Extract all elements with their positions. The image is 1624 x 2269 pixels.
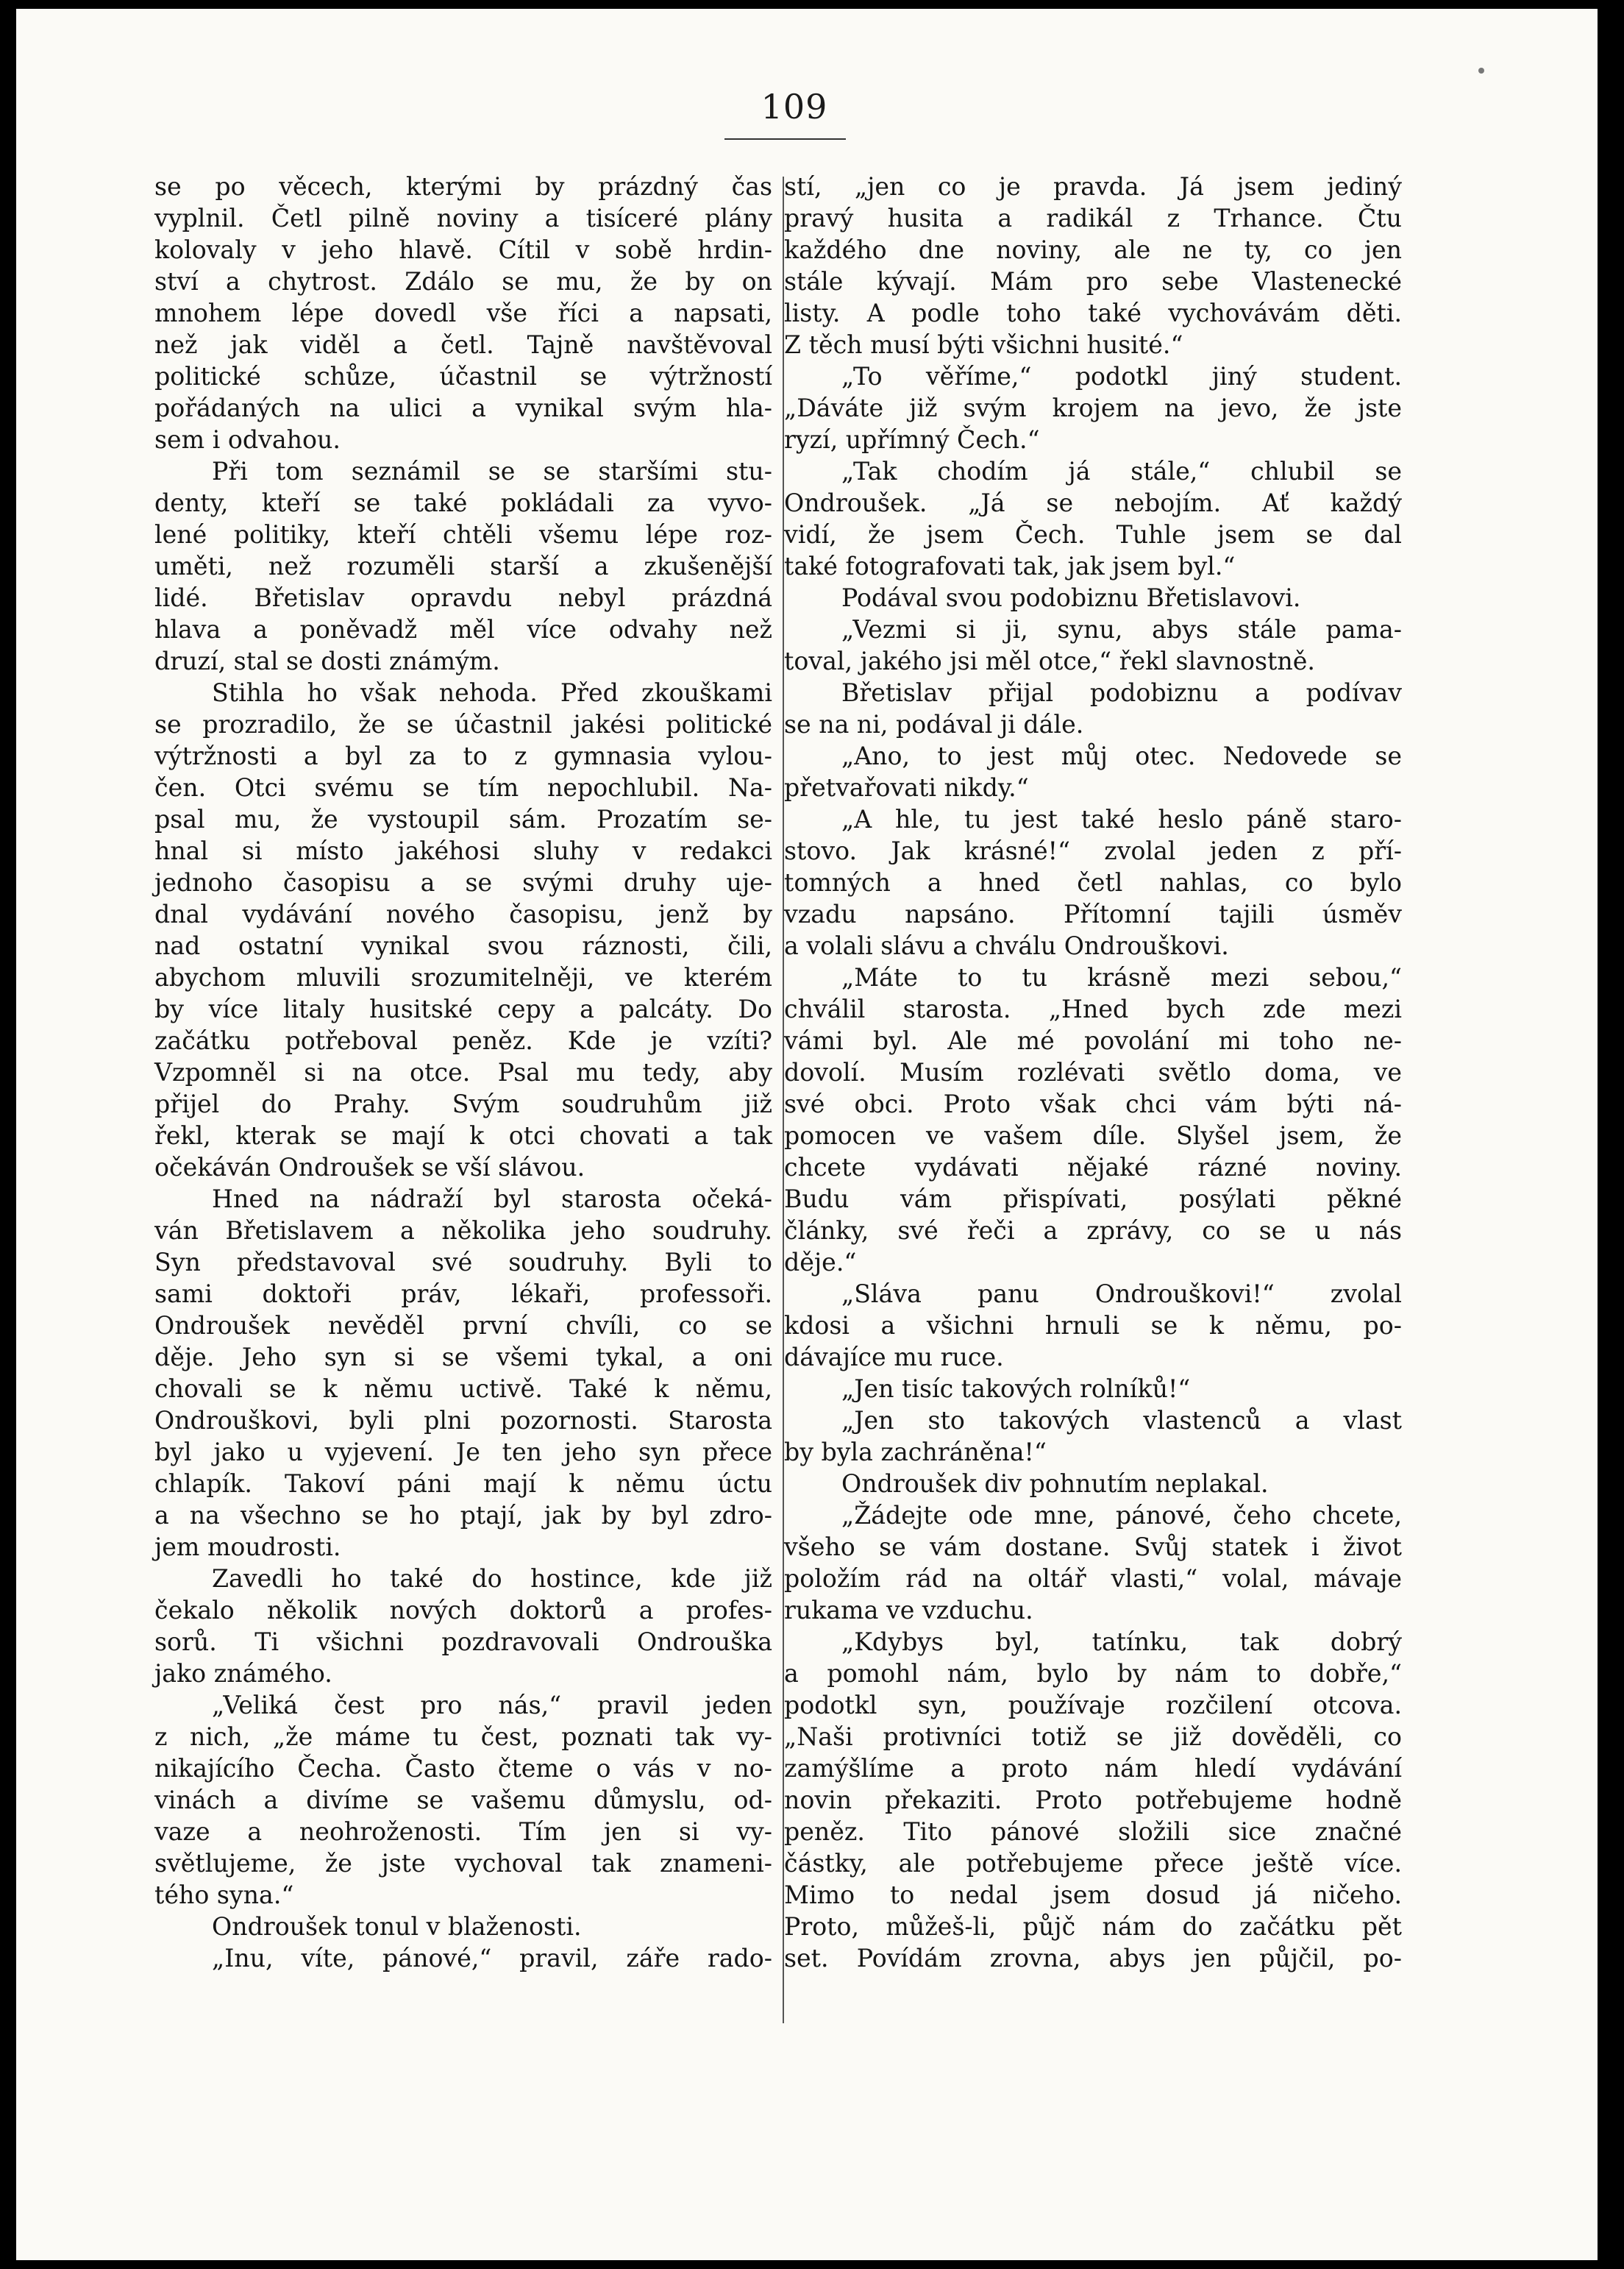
text-line: novin překaziti. Proto potřebujeme hodně: [784, 1786, 1402, 1814]
text-line: se prozradilo, že se účastnil jakési politické: [154, 710, 772, 739]
text-line: své obci. Proto však chci vám býti ná-: [784, 1090, 1402, 1118]
header-rule: [724, 138, 846, 140]
text-line: nikajícího Čecha. Často čteme o vás v no-: [154, 1754, 772, 1783]
text-line: Mimo to nedal jsem dosud já ničeho.: [784, 1881, 1402, 1909]
text-line: Stihla ho však nehoda. Před zkouškami: [212, 678, 772, 707]
text-line: tomných a hned četl nahlas, co bylo: [784, 868, 1402, 897]
text-line: kdosi a všichni hrnuli se k němu, po-: [784, 1311, 1402, 1340]
text-line: jem moudrosti.: [154, 1533, 341, 1561]
text-line: z nich, „že máme tu čest, poznati tak vy-: [154, 1722, 772, 1751]
text-line: psal mu, že vystoupil sám. Prozatím se-: [154, 805, 772, 834]
text-line: pravý husita a radikál z Trhance. Čtu: [784, 204, 1402, 232]
text-line: hnal si místo jakéhosi sluhy v redakci: [154, 837, 772, 865]
text-line: byl jako u vyjevení. Je ten jeho syn přece: [154, 1438, 772, 1466]
text-line: vaze a neohroženosti. Tím jen si vy-: [154, 1817, 772, 1846]
text-line: „Kdybys byl, tatínku, tak dobrý: [841, 1627, 1402, 1656]
text-line: vidí, že jsem Čech. Tuhle jsem se dal: [784, 520, 1402, 549]
page-number: 109: [761, 87, 828, 127]
text-line: ryzí, upřímný Čech.“: [784, 425, 1040, 454]
text-line: „Naši protivníci totiž se již dověděli, co: [784, 1722, 1402, 1751]
text-line: „Jen tisíc takových rolníků!“: [841, 1374, 1191, 1403]
text-line: toval, jakého jsi měl otce,“ řekl slavnostně.: [784, 647, 1315, 675]
text-line: Vzpomněl si na otce. Psal mu tedy, aby: [154, 1058, 772, 1087]
text-line: abychom mluvili srozumitelněji, ve kterém: [154, 963, 772, 992]
text-line: sem i odvahou.: [154, 425, 341, 454]
text-line: Podával svou podobiznu Břetislavovi.: [841, 583, 1301, 612]
text-line: jednoho časopisu a se svými druhy uje-: [154, 868, 772, 897]
text-line: Ondroušek nevěděl první chvíli, co se: [154, 1311, 772, 1340]
text-line: vyplnil. Četl pilně noviny a tisíceré plány: [154, 204, 772, 232]
text-line: uměti, než rozuměli starší a zkušenější: [154, 552, 772, 580]
text-line: „Vezmi si ji, synu, abys stále pama-: [841, 615, 1402, 644]
text-line: Hned na nádraží byl starosta očeká-: [212, 1185, 772, 1213]
text-line: sami doktoři práv, lékaři, professoři.: [154, 1279, 772, 1308]
text-line: peněz. Tito pánové složili sice značné: [784, 1817, 1402, 1846]
text-line: rukama ve vzduchu.: [784, 1596, 1033, 1624]
right-column: [784, 171, 1402, 1974]
text-line: druzí, stal se dosti známým.: [154, 647, 500, 675]
text-line: čen. Otci svému se tím nepochlubil. Na-: [154, 773, 772, 802]
text-line: by byla zachráněna!“: [784, 1438, 1047, 1466]
text-line: jako známého.: [154, 1659, 332, 1688]
text-line: děje. Jeho syn si se všemi tykal, a oni: [154, 1343, 772, 1371]
text-line: chlapík. Takoví páni mají k němu úctu: [154, 1469, 772, 1498]
text-line: nad ostatní vynikal svou ráznosti, čili,: [154, 931, 772, 960]
text-line: částky, ale potřebujeme přece ještě více.: [784, 1849, 1402, 1878]
text-line: se po věcech, kterými by prázdný čas: [154, 172, 772, 201]
text-line: politické schůze, účastnil se výtržností: [154, 362, 772, 391]
text-line: „To věříme,“ podotkl jiný student.: [841, 362, 1402, 391]
text-line: stále kývají. Mám pro sebe Vlastenecké: [784, 267, 1402, 296]
text-line: Břetislav přijal podobiznu a podívav: [841, 678, 1402, 707]
text-line: dávajíce mu ruce.: [784, 1343, 1004, 1371]
text-line: Ondroušek div pohnutím neplakal.: [841, 1469, 1269, 1498]
text-line: by více litaly husitské cepy a palcáty. Do: [154, 995, 772, 1023]
text-line: očekáván Ondroušek se vší slávou.: [154, 1153, 585, 1182]
text-line: vzadu napsáno. Přítomní tajili úsměv: [784, 900, 1402, 928]
text-line: všeho se vám dostane. Svůj statek i život: [784, 1533, 1402, 1561]
text-line: články, své řeči a zprávy, co se u nás: [784, 1216, 1402, 1245]
text-line: začátku potřeboval peněz. Kde je vzíti?: [154, 1026, 772, 1055]
scan-speck: [1478, 68, 1484, 74]
text-line: kolovaly v jeho hlavě. Cítil v sobě hrdin-: [154, 235, 772, 264]
text-line: položím rád na oltář vlasti,“ volal, mávaje: [784, 1564, 1402, 1593]
text-line: se na ni, podával ji dále.: [784, 710, 1084, 739]
text-line: a pomohl nám, bylo by nám to dobře,“: [784, 1659, 1402, 1688]
text-line: a na všechno se ho ptají, jak by byl zdro-: [154, 1501, 772, 1530]
text-line: také fotografovati tak, jak jsem byl.“: [784, 552, 1236, 580]
text-line: Budu vám přispívati, posýlati pěkné: [784, 1185, 1402, 1213]
text-line: výtržnosti a byl za to z gymnasia vylou-: [154, 742, 772, 770]
text-line: „Dáváte již svým krojem na jevo, že jste: [784, 394, 1402, 422]
text-line: čekalo několik nových doktorů a profes-: [154, 1596, 772, 1624]
text-line: Zavedli ho také do hostince, kde již: [212, 1564, 772, 1593]
text-line: vámi byl. Ale mé povolání mi toho ne-: [784, 1026, 1402, 1055]
text-line: Z těch musí býti všichni husité.“: [784, 330, 1183, 359]
text-line: pomocen ve vašem díle. Slyšel jsem, že: [784, 1121, 1402, 1150]
text-line: přijel do Prahy. Svým soudruhům již: [154, 1090, 772, 1118]
text-line: lené politiky, kteří chtěli všemu lépe roz-: [154, 520, 772, 549]
text-line: každého dne noviny, ale ne ty, co jen: [784, 235, 1402, 264]
text-line: pořádaných na ulici a vynikal svým hla-: [154, 394, 772, 422]
text-line: „Sláva panu Ondrouškovi!“ zvolal: [841, 1279, 1402, 1308]
left-column: [154, 171, 772, 1974]
text-line: listy. A podle toho také vychovávám děti.: [784, 299, 1402, 327]
text-line: děje.“: [784, 1248, 857, 1276]
text-line: podotkl syn, používaje rozčilení otcova.: [784, 1691, 1402, 1719]
text-line: „A hle, tu jest také heslo páně staro-: [841, 805, 1402, 834]
text-line: Syn představoval své soudruhy. Byli to: [154, 1248, 772, 1276]
text-line: chválil starosta. „Hned bych zde mezi: [784, 995, 1402, 1023]
text-line: chcete vydávati nějaké rázné noviny.: [784, 1153, 1402, 1182]
text-line: dnal vydávání nového časopisu, jenž by: [154, 900, 772, 928]
text-line: dovolí. Musím rozlévati světlo doma, ve: [784, 1058, 1402, 1087]
text-line: mnohem lépe dovedl vše říci a napsati,: [154, 299, 772, 327]
text-line: hlava a poněvadž měl více odvahy než: [154, 615, 772, 644]
text-line: „Ano, to jest můj otec. Nedovede se: [841, 742, 1402, 770]
text-line: Ondroušek tonul v blaženosti.: [212, 1912, 582, 1941]
text-line: Proto, můžeš-li, půjč nám do začátku pět: [784, 1912, 1402, 1941]
text-line: lidé. Břetislav opravdu nebyl prázdná: [154, 583, 772, 612]
text-line: a volali slávu a chválu Ondrouškovi.: [784, 931, 1229, 960]
text-line: stí, „jen co je pravda. Já jsem jediný: [784, 172, 1402, 201]
text-line: „Inu, víte, pánové,“ pravil, záře rado-: [212, 1944, 772, 1972]
text-line: stovo. Jak krásné!“ zvolal jeden z pří-: [784, 837, 1402, 865]
text-line: Při tom seznámil se se staršími stu-: [212, 457, 772, 486]
text-line: denty, kteří se také pokládali za vyvo-: [154, 489, 772, 517]
text-line: sorů. Ti všichni pozdravovali Ondrouška: [154, 1627, 772, 1656]
text-line: světlujeme, že jste vychoval tak znameni-: [154, 1849, 772, 1878]
text-line: tého syna.“: [154, 1881, 294, 1909]
text-line: set. Povídám zrovna, abys jen půjčil, po-: [784, 1944, 1402, 1972]
text-line: chovali se k němu uctivě. Také k němu,: [154, 1374, 772, 1403]
text-line: „Jen sto takových vlastenců a vlast: [841, 1406, 1402, 1435]
text-line: „Tak chodím já stále,“ chlubil se: [841, 457, 1402, 486]
text-line: „Veliká čest pro nás,“ pravil jeden: [212, 1691, 772, 1719]
text-line: Ondrouškovi, byli plni pozornosti. Starosta: [154, 1406, 772, 1435]
text-line: Ondroušek. „Já se nebojím. Ať každý: [784, 489, 1402, 517]
text-line: ství a chytrost. Zdálo se mu, že by on: [154, 267, 772, 296]
text-line: ván Břetislavem a několika jeho soudruhy.: [154, 1216, 772, 1245]
text-line: „Žádejte ode mne, pánové, čeho chcete,: [841, 1501, 1402, 1530]
text-line: „Máte to tu krásně mezi sebou,“: [841, 963, 1402, 992]
text-line: zamýšlíme a proto nám hledí vydávání: [784, 1754, 1402, 1783]
text-line: než jak viděl a četl. Tajně navštěvoval: [154, 330, 772, 359]
text-line: přetvařovati nikdy.“: [784, 773, 1029, 802]
text-line: řekl, kterak se mají k otci chovati a tak: [154, 1121, 772, 1150]
text-line: vinách a divíme se vašemu důmyslu, od-: [154, 1786, 772, 1814]
